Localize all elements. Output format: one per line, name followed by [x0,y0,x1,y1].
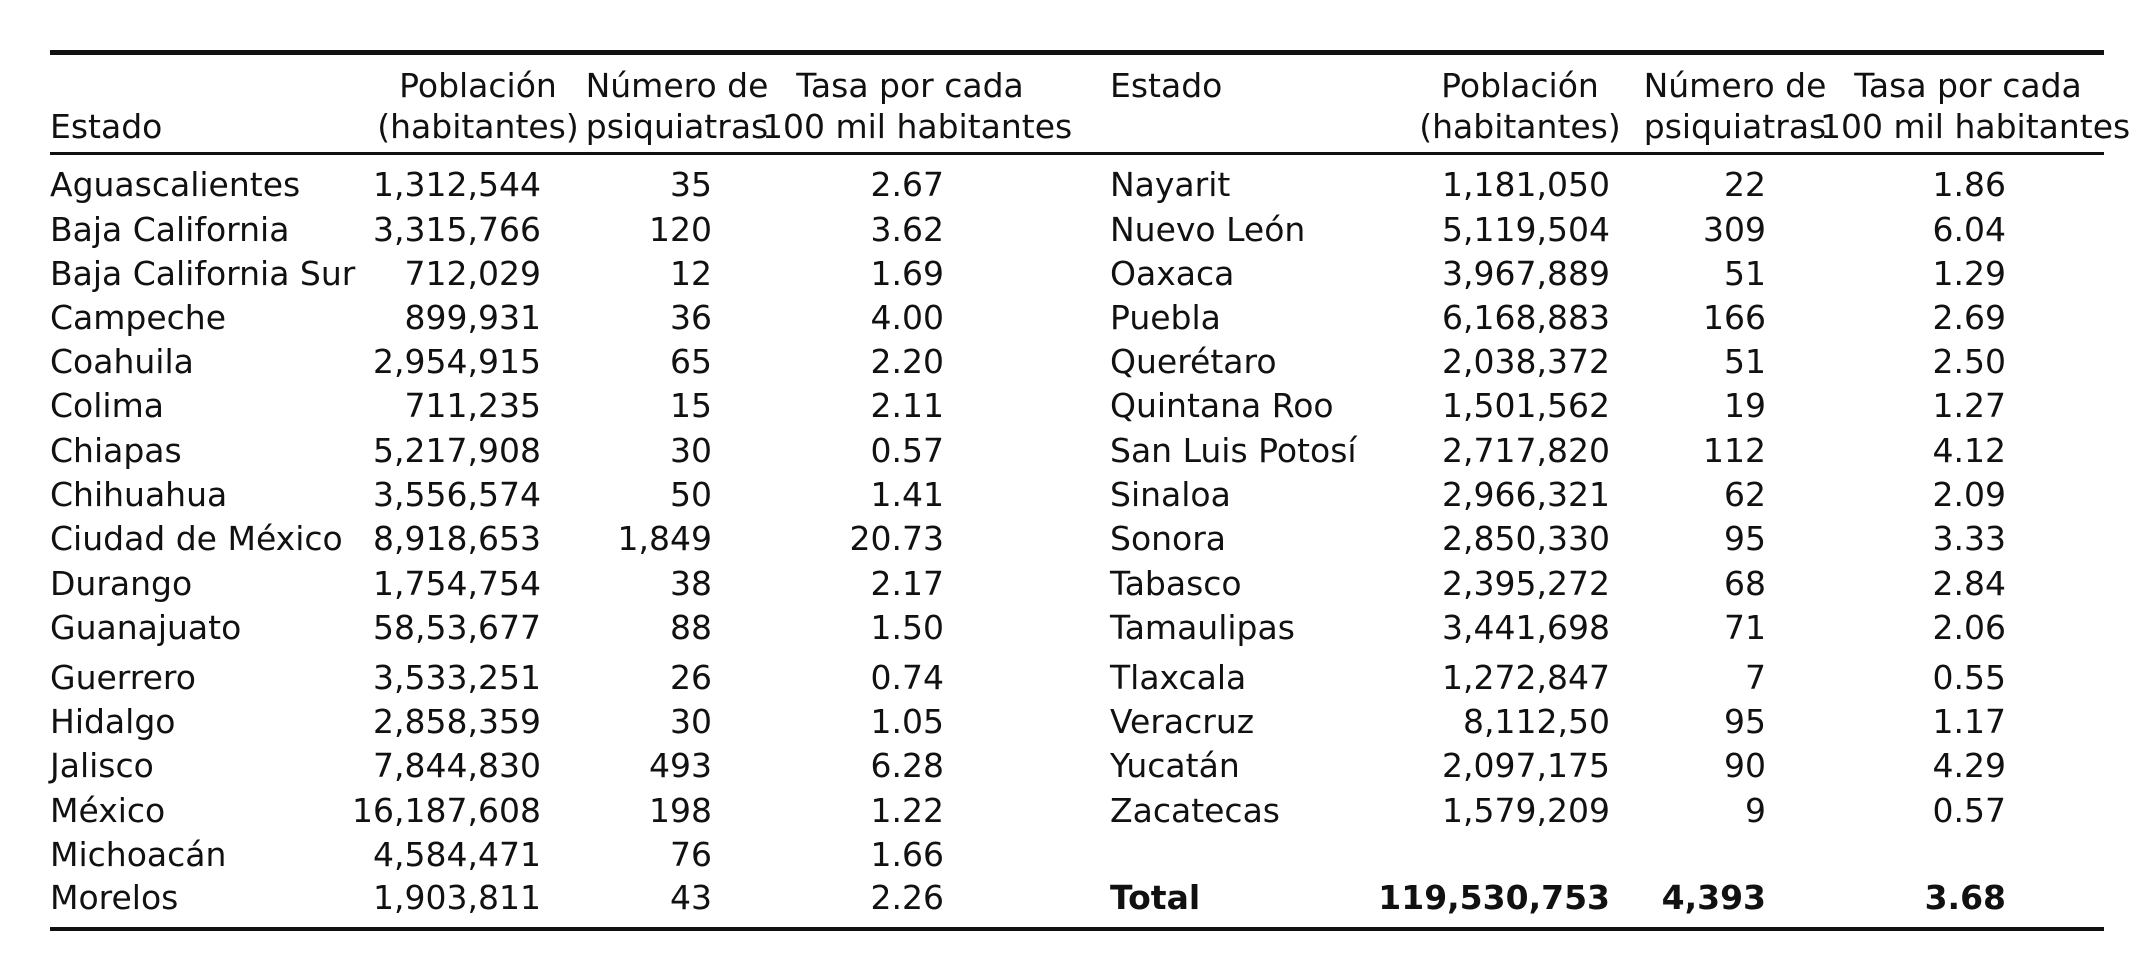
left-row-psiquiatras: 120 [649,210,712,249]
left-row-tasa: 2.67 [870,165,944,204]
left-row-tasa: 1.50 [870,608,944,647]
left-row-tasa: 1.69 [870,254,944,293]
right-row-tasa: 1.29 [1932,254,2006,293]
left-row-estado: Coahuila [50,342,194,381]
left-row-estado: Jalisco [50,746,154,785]
left-row-psiquiatras: 12 [670,254,712,293]
left-row-tasa: 1.41 [870,475,944,514]
left-row-psiquiatras: 1,849 [617,519,712,558]
right-row-psiquiatras: 51 [1724,254,1766,293]
right-row-tasa: 0.55 [1932,658,2006,697]
right-row-psiquiatras: 68 [1724,564,1766,603]
right-row-estado: Oaxaca [1110,254,1235,293]
right-row-poblacion: 8,112,50 [1463,702,1610,741]
left-row-tasa: 2.20 [870,342,944,381]
right-row-psiquiatras: 166 [1703,298,1766,337]
left-row-estado: Morelos [50,878,179,917]
right-row-tasa: 2.84 [1932,564,2006,603]
right-row-estado: Zacatecas [1110,791,1280,830]
header-right-tasa-line2: 100 mil habitantes [1820,107,2131,146]
left-row-poblacion: 5,217,908 [373,431,541,470]
right-row-tasa: 2.50 [1932,342,2006,381]
right-row-poblacion: 2,038,372 [1442,342,1610,381]
header-right-numero-line1: Número de [1643,66,1827,105]
right-row-psiquiatras: 90 [1724,746,1766,785]
total-psiquiatras: 4,393 [1661,878,1766,917]
header-left-tasa-line1: Tasa por cada [796,66,1024,105]
total-tasa: 3.68 [1924,878,2006,917]
left-row-tasa: 6.28 [870,746,944,785]
left-row-estado: Campeche [50,298,227,337]
table-header-rule [50,152,2104,155]
left-row-estado: Colima [50,386,164,425]
left-row-estado: Baja California Sur [50,254,356,293]
right-row-estado: Nuevo León [1110,210,1306,249]
right-row-estado: Tlaxcala [1110,658,1247,697]
right-row-estado: Nayarit [1110,165,1231,204]
left-row-tasa: 0.57 [870,431,944,470]
right-row-poblacion: 6,168,883 [1442,298,1610,337]
header-right-numero-line2: psiquiatras [1643,107,1827,146]
left-row-psiquiatras: 30 [670,702,712,741]
right-row-poblacion: 3,967,889 [1442,254,1610,293]
left-row-tasa: 2.17 [870,564,944,603]
left-row-tasa: 1.22 [870,791,944,830]
left-row-poblacion: 8,918,653 [373,519,541,558]
right-row-poblacion: 2,966,321 [1442,475,1610,514]
right-row-tasa: 1.86 [1932,165,2006,204]
right-row-tasa: 2.69 [1932,298,2006,337]
right-row-psiquiatras: 309 [1703,210,1766,249]
right-row-tasa: 6.04 [1932,210,2006,249]
total-label: Total [1110,878,1201,917]
right-row-psiquiatras: 62 [1724,475,1766,514]
left-row-poblacion: 1,312,544 [373,165,541,204]
left-row-psiquiatras: 88 [670,608,712,647]
right-row-poblacion: 2,850,330 [1442,519,1610,558]
left-row-poblacion: 3,533,251 [373,658,541,697]
left-row-estado: Chiapas [50,431,182,470]
header-right-poblacion-line1: Población [1441,66,1599,105]
right-row-poblacion: 1,181,050 [1442,165,1610,204]
left-row-tasa: 1.05 [870,702,944,741]
right-row-tasa: 1.27 [1932,386,2006,425]
right-row-psiquiatras: 95 [1724,519,1766,558]
right-row-psiquiatras: 95 [1724,702,1766,741]
right-row-estado: Querétaro [1110,342,1277,381]
right-row-estado: San Luis Potosí [1110,431,1357,470]
right-row-psiquiatras: 51 [1724,342,1766,381]
left-row-tasa: 3.62 [870,210,944,249]
table-top-rule [50,50,2104,55]
right-row-poblacion: 5,119,504 [1442,210,1610,249]
left-row-psiquiatras: 38 [670,564,712,603]
left-row-psiquiatras: 26 [670,658,712,697]
left-row-psiquiatras: 43 [670,878,712,917]
header-left-numero-line2: psiquiatras [585,107,769,146]
right-row-poblacion: 3,441,698 [1442,608,1610,647]
right-row-estado: Tabasco [1110,564,1242,603]
right-row-tasa: 2.09 [1932,475,2006,514]
left-row-poblacion: 2,858,359 [373,702,541,741]
left-row-poblacion: 2,954,915 [373,342,541,381]
left-row-psiquiatras: 50 [670,475,712,514]
left-row-poblacion: 1,903,811 [373,878,541,917]
left-row-psiquiatras: 36 [670,298,712,337]
right-row-psiquiatras: 7 [1745,658,1766,697]
header-left-poblacion-line1: Población [399,66,557,105]
right-row-estado: Sonora [1110,519,1227,558]
right-row-estado: Yucatán [1110,746,1240,785]
header-right-poblacion-line2: (habitantes) [1419,107,1621,146]
left-row-estado: Baja California [50,210,290,249]
right-row-psiquiatras: 71 [1724,608,1766,647]
left-row-tasa: 20.73 [849,519,944,558]
left-row-poblacion: 899,931 [404,298,541,337]
right-row-poblacion: 1,272,847 [1442,658,1610,697]
left-row-estado: Hidalgo [50,702,176,741]
right-row-poblacion: 1,501,562 [1442,386,1610,425]
left-row-psiquiatras: 198 [649,791,712,830]
left-row-poblacion: 712,029 [404,254,541,293]
right-row-poblacion: 2,717,820 [1442,431,1610,470]
right-row-tasa: 3.33 [1932,519,2006,558]
right-row-poblacion: 1,579,209 [1442,791,1610,830]
right-row-tasa: 0.57 [1932,791,2006,830]
table-bottom-rule [50,927,2104,931]
left-row-estado: Durango [50,564,193,603]
right-row-psiquiatras: 22 [1724,165,1766,204]
left-row-psiquiatras: 493 [649,746,712,785]
right-row-tasa: 4.12 [1932,431,2006,470]
header-left-numero-line1: Número de [585,66,769,105]
left-row-psiquiatras: 30 [670,431,712,470]
header-right-tasa-line1: Tasa por cada [1854,66,2082,105]
right-row-psiquiatras: 19 [1724,386,1766,425]
left-row-estado: Michoacán [50,835,227,874]
left-row-poblacion: 711,235 [404,386,541,425]
right-row-tasa: 1.17 [1932,702,2006,741]
left-row-psiquiatras: 76 [670,835,712,874]
left-row-tasa: 2.26 [870,878,944,917]
left-row-estado: Guanajuato [50,608,242,647]
left-row-poblacion: 3,315,766 [373,210,541,249]
left-row-poblacion: 3,556,574 [373,475,541,514]
right-row-estado: Tamaulipas [1110,608,1295,647]
left-row-tasa: 0.74 [870,658,944,697]
left-row-psiquiatras: 35 [670,165,712,204]
right-row-poblacion: 2,395,272 [1442,564,1610,603]
left-row-poblacion: 58,53,677 [373,608,541,647]
right-row-estado: Sinaloa [1110,475,1231,514]
right-row-psiquiatras: 112 [1703,431,1766,470]
header-left-estado: Estado [50,107,163,146]
left-row-estado: Ciudad de México [50,519,343,558]
left-row-psiquiatras: 65 [670,342,712,381]
left-row-poblacion: 7,844,830 [373,746,541,785]
total-poblacion: 119,530,753 [1378,878,1610,917]
right-row-tasa: 4.29 [1932,746,2006,785]
left-row-poblacion: 16,187,608 [352,791,541,830]
left-row-poblacion: 4,584,471 [373,835,541,874]
right-row-poblacion: 2,097,175 [1442,746,1610,785]
right-row-psiquiatras: 9 [1745,791,1766,830]
header-right-estado: Estado [1110,66,1223,105]
right-row-estado: Puebla [1110,298,1221,337]
right-row-estado: Veracruz [1110,702,1255,741]
left-row-tasa: 1.66 [870,835,944,874]
left-row-psiquiatras: 15 [670,386,712,425]
header-left-tasa-line2: 100 mil habitantes [762,107,1073,146]
right-row-estado: Quintana Roo [1110,386,1334,425]
left-row-tasa: 2.11 [870,386,944,425]
left-row-tasa: 4.00 [870,298,944,337]
left-row-estado: México [50,791,166,830]
header-left-poblacion-line2: (habitantes) [377,107,579,146]
right-row-tasa: 2.06 [1932,608,2006,647]
left-row-estado: Chihuahua [50,475,228,514]
left-row-poblacion: 1,754,754 [373,564,541,603]
left-row-estado: Guerrero [50,658,196,697]
left-row-estado: Aguascalientes [50,165,301,204]
